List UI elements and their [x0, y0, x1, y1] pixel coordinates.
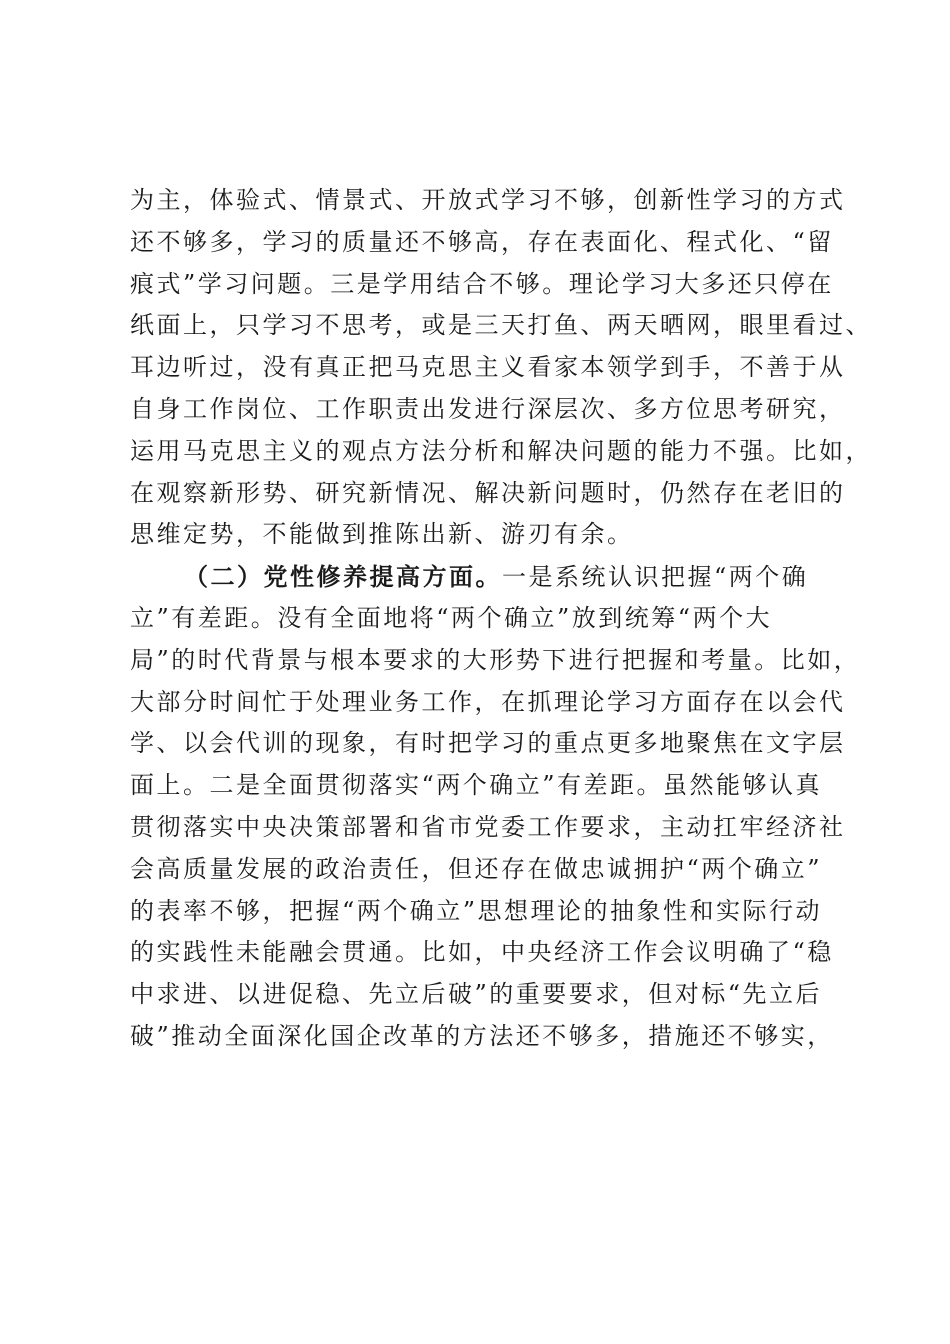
text-line: 面上。二是全面贯彻落实“两个确立”有差距。虽然能够认真: [130, 771, 823, 800]
text-line: 贯彻落实中央决策部署和省市党委工作要求，主动扛牢经济社: [130, 812, 846, 841]
text-line: 为主，体验式、情景式、开放式学习不够，创新性学习的方式: [130, 186, 846, 214]
text-line: 思维定势，不能做到推陈出新、游刃有余。: [130, 520, 634, 549]
text-line: 会高质量发展的政治责任，但还存在做忠诚拥护“两个确立”: [130, 854, 823, 883]
text-line-first: [130, 556, 830, 598]
text-line: 纸面上，只学习不思考，或是三天打鱼、两天晒网，眼里看过、: [130, 311, 872, 340]
section-heading: （二）党性修养提高方面。: [184, 562, 502, 592]
document-body: [130, 180, 872, 1058]
text-line: 大部分时间忙于处理业务工作，在抓理论学习方面存在以会代: [130, 687, 846, 716]
text-line: 的表率不够，把握“两个确立”思想理论的抽象性和实际行动: [130, 896, 823, 925]
text-line: 痕式”学习问题。三是学用结合不够。理论学习大多还只停在: [130, 269, 834, 298]
text-line: 的实践性未能融会贯通。比如，中央经济工作会议明确了“稳: [130, 938, 834, 967]
text-line: 运用马克思主义的观点方法分析和解决问题的能力不强。比如，: [130, 436, 872, 465]
text-line: 学、以会代训的现象，有时把学习的重点更多地聚焦在文字层: [130, 729, 846, 758]
text-line: 在观察新形势、研究新情况、解决新问题时，仍然存在老旧的: [130, 478, 846, 507]
text-line: 耳边听过，没有真正把马克思主义看家本领学到手，不善于从: [130, 353, 846, 382]
paragraph-study-issues: [130, 180, 872, 556]
paragraph-party-spirit: [130, 556, 861, 1058]
text-line: 还不够多，学习的质量还不够高，存在表面化、程式化、“留: [130, 227, 834, 256]
text-line: 立”有差距。没有全面地将“两个确立”放到统筹“两个大: [130, 603, 773, 632]
text-line-rest: 一是系统认识把握“两个确: [502, 563, 809, 592]
text-line: 中求进、以进促稳、先立后破”的重要要求，但对标“先立后: [130, 980, 823, 1009]
text-line: 局”的时代背景与根本要求的大形势下进行把握和考量。比如，: [130, 645, 861, 674]
text-line: 破”推动全面深化国企改革的方法还不够多，措施还不够实，: [130, 1021, 834, 1050]
text-line: 自身工作岗位、工作职责出发进行深层次、多方位思考研究，: [130, 394, 846, 423]
